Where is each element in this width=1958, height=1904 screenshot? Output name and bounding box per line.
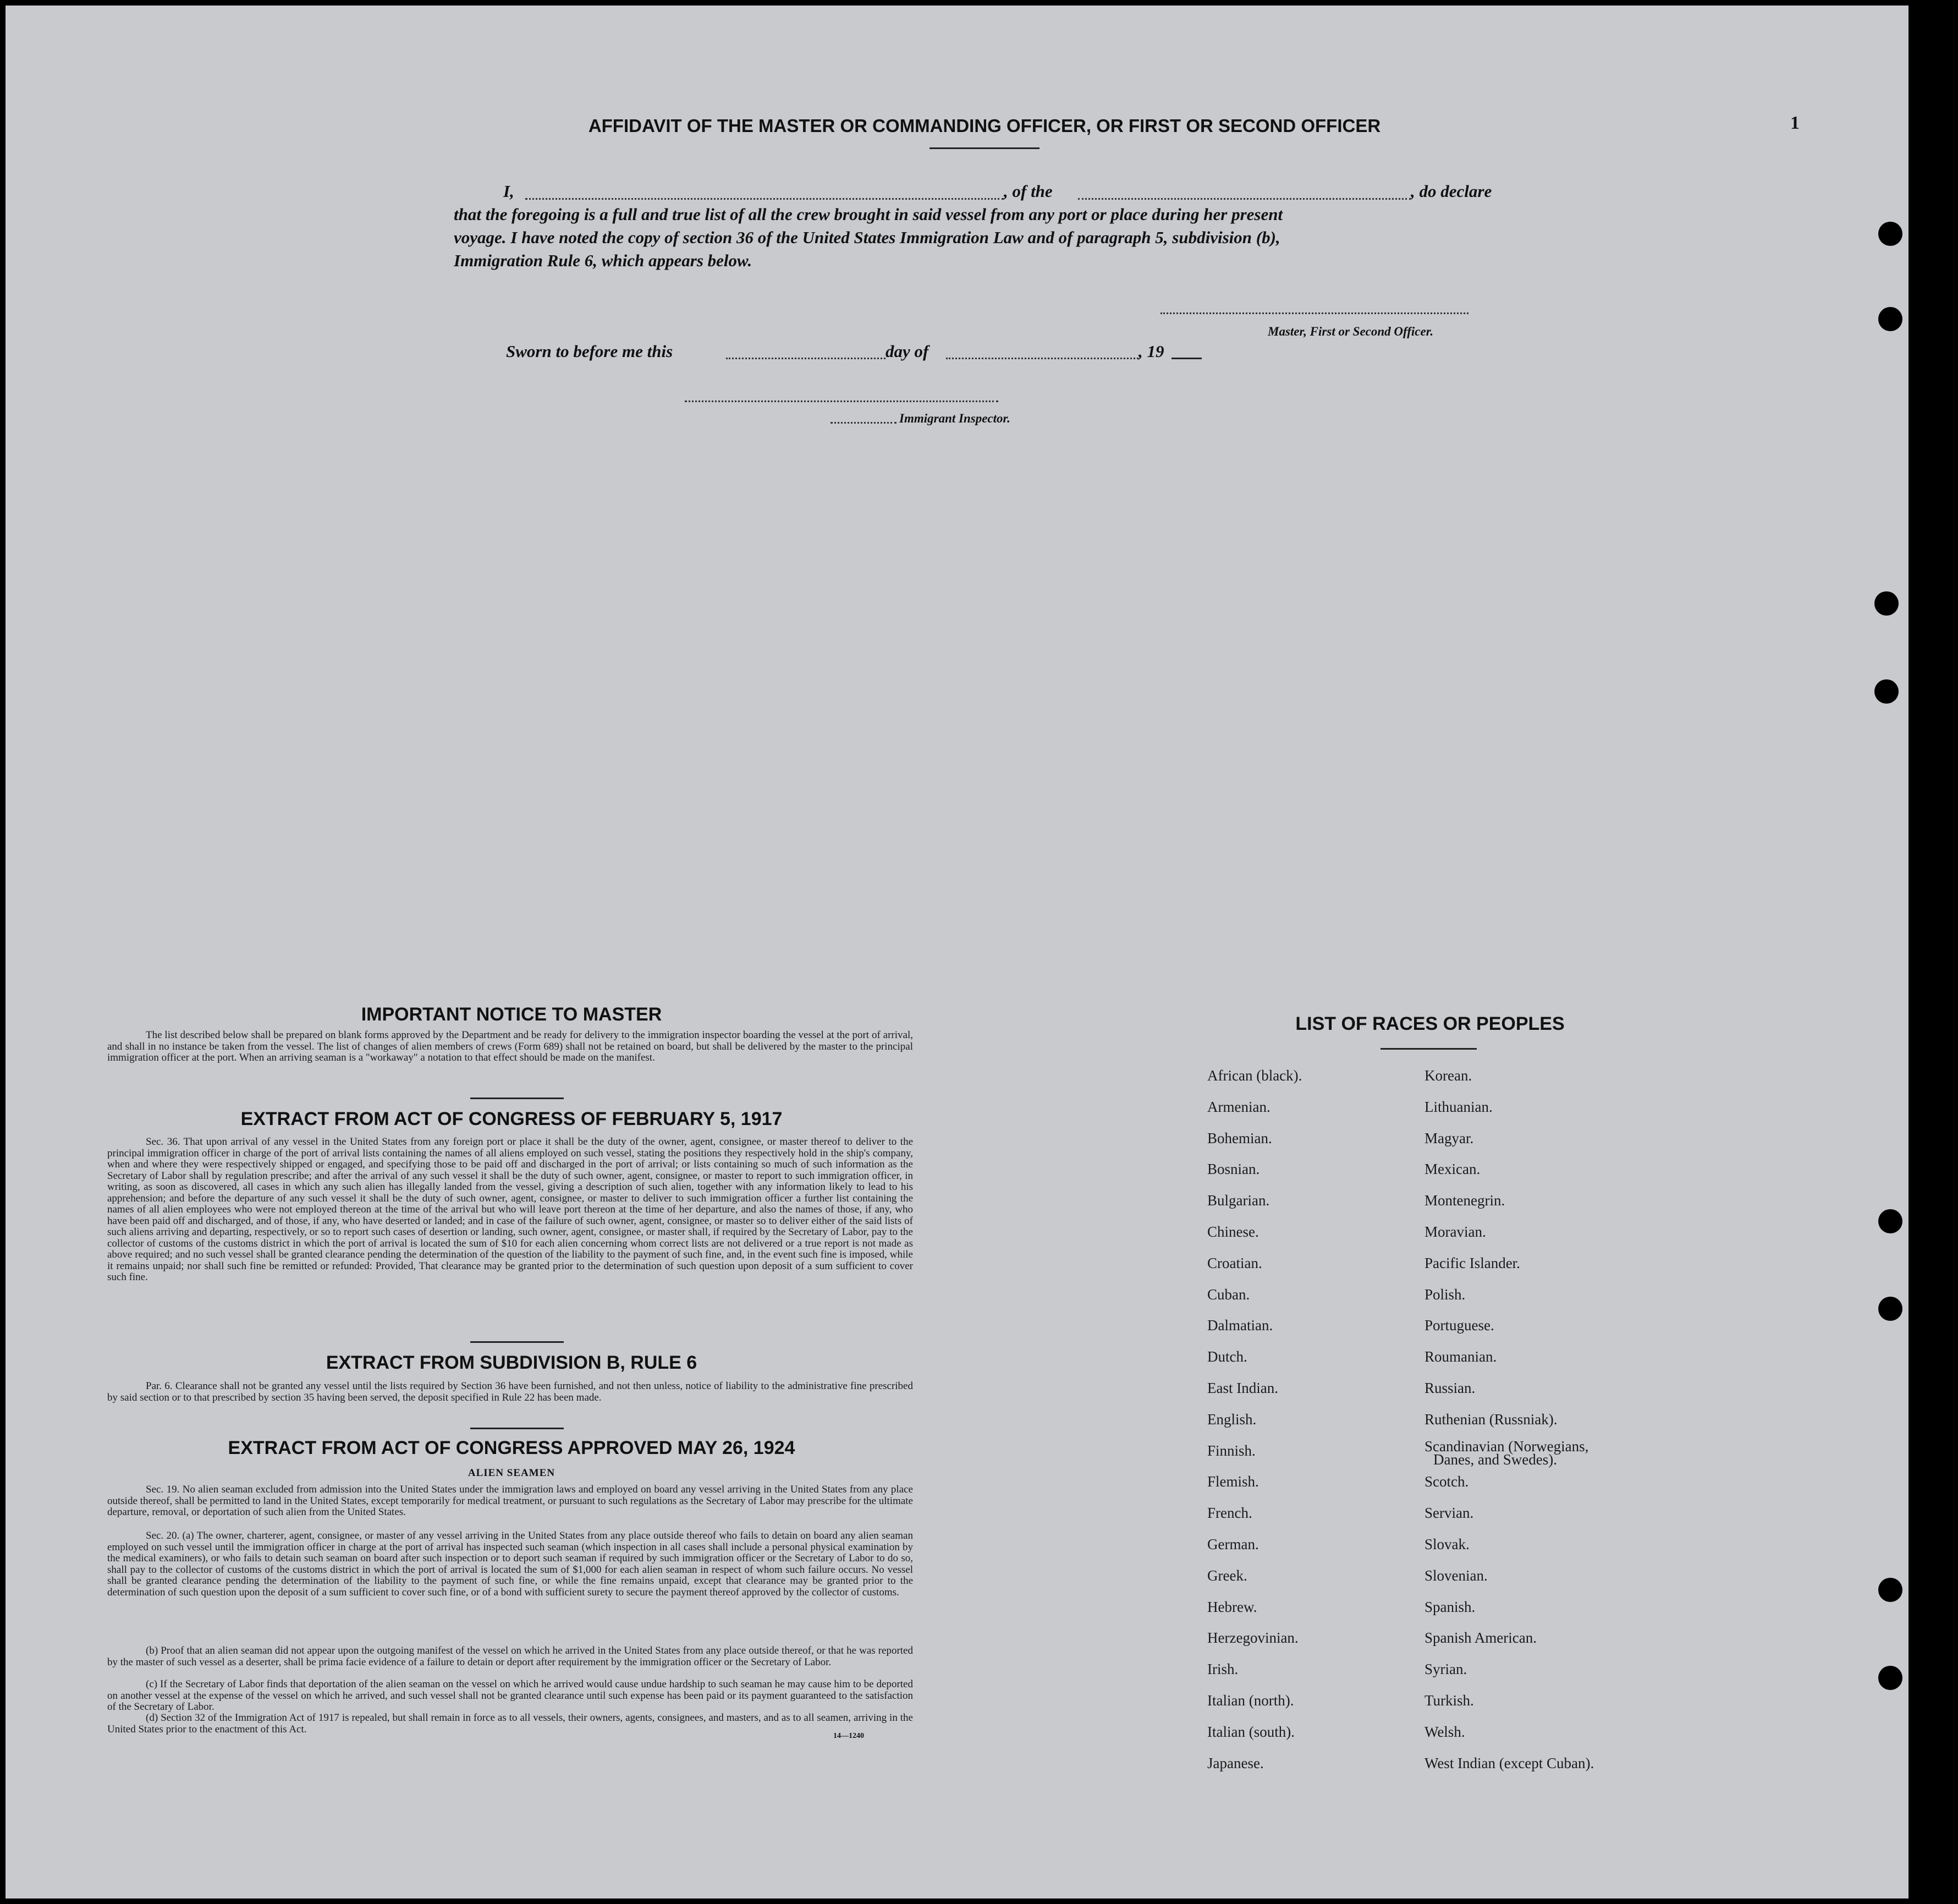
title-divider [930,147,1040,149]
of-the-label: , of the [1004,182,1053,201]
race-item: Magyar. [1425,1129,1474,1146]
race-item: Pacific Islander. [1425,1254,1520,1271]
punch-hole [1878,307,1902,331]
form-number: 14—1240 [833,1732,864,1740]
race-item: Roumanian. [1425,1348,1497,1365]
race-item: Croatian. [1207,1254,1262,1271]
punch-hole [1874,591,1899,616]
affidavit-title: AFFIDAVIT OF THE MASTER OR COMMANDING OFFICER, OR FIRST OR SECOND OFFICER [588,116,1381,136]
races-divider [1380,1048,1477,1050]
race-item: African (black). [1207,1067,1302,1084]
alien-seamen-subtitle: ALIEN SEAMEN [468,1467,556,1479]
race-item: Dutch. [1207,1348,1247,1365]
section-20b-text: (b) Proof that an alien seaman did not appear upon the outgoing manifest of the vessel on which he arrived in the United States from any place outside thereof, or that he was reported by the master of such vessel as a deserter, shall be prima facie evidence of a failure to detain or deport after requirement by the immigration officer or the Secretary of Labor. [107,1645,913,1668]
i-label: I, [503,182,514,201]
vessel-blank[interactable] [1078,198,1411,200]
race-item: Greek. [1207,1567,1247,1584]
race-item: Cuban. [1207,1286,1250,1303]
punch-hole [1878,1578,1902,1602]
race-item: Lithuanian. [1425,1098,1493,1115]
race-item: Syrian. [1425,1661,1467,1678]
section-divider [470,1428,564,1429]
race-item: Turkish. [1425,1692,1474,1709]
master-signature-line[interactable] [1160,312,1469,314]
race-item: Mexican. [1425,1161,1481,1178]
race-item: Ruthenian (Russniak). [1425,1411,1558,1428]
year-blank[interactable] [1172,358,1202,359]
race-item: Slovenian. [1425,1567,1488,1584]
race-item: Slovak. [1425,1536,1470,1552]
punch-hole [1878,1209,1902,1233]
day-of-label: day of [886,342,929,361]
race-item: Moravian. [1425,1223,1486,1240]
race-item: East Indian. [1207,1380,1278,1396]
race-item: Dalmatian. [1207,1317,1273,1334]
punch-hole [1878,222,1902,246]
punch-hole [1874,679,1899,704]
race-item: Italian (north). [1207,1692,1294,1709]
race-item: Montenegrin. [1425,1192,1505,1209]
races-title: LIST OF RACES OR PEOPLES [1295,1013,1565,1034]
name-blank[interactable] [525,198,1004,200]
inspector-signature-line[interactable] [685,400,998,402]
section-divider [470,1341,564,1343]
race-item: Scandinavian (Norwegians, [1425,1437,1589,1455]
race-item: Scotch. [1425,1473,1469,1490]
race-item: Bulgarian. [1207,1192,1270,1209]
race-item: Hebrew. [1207,1598,1257,1615]
race-item: Chinese. [1207,1223,1259,1240]
notice-body: The list described below shall be prepared on blank forms approved by the Department and be ready for delivery to the immigration inspector boarding the vessel at the port of arrival, and shall in no instance be taken from the vessel. The list of changes of alien members of crews (Form 689) shall not be retained on board, but shall be delivered by the master to the principal immigration officer at the port. When an arriving seaman is a "workaway" a notation to that effect should be made on the manifest. [107,1029,913,1063]
punch-hole [1878,1666,1902,1690]
year-prefix-label: , 19 [1138,342,1164,361]
race-item: Flemish. [1207,1473,1259,1490]
notice-title: IMPORTANT NOTICE TO MASTER [361,1004,662,1025]
section-20a-text: Sec. 20. (a) The owner, charterer, agent, consignee, or master of any vessel arriving in the United States from any place outside thereof who fails to detain on board any alien seaman employed on such vessel until the immigration officer in charge at the port of arrival has inspected such seaman (which inspection in all cases shall include a personal physical examination by the medical examiners), or who fails to detain such seaman on board after such inspection or to deport such seaman if required by such immigration officer or the Secretary of Labor to do so, shall pay to the collector of customs of the customs district in which the port of arrival is located the sum of $1,000 for each alien seaman in respect of whom such failure occurs. No vessel shall be granted clearance pending the determination of the liability to the payment of such fine, or while the fine remains unpaid, except that clearance may be granted prior to the determination of such question upon the deposit of a sum sufficient to cover such fine, or of a bond with sufficient surety to secure the payment thereof approved by the collector of customs. [107,1530,913,1598]
race-item: Welsh. [1425,1723,1465,1740]
race-item: Servian. [1425,1505,1474,1522]
master-caption: Master, First or Second Officer. [1268,325,1434,338]
sworn-day-blank[interactable] [726,358,886,359]
race-item: Armenian. [1207,1098,1270,1115]
subdivision-b-body: Par. 6. Clearance shall not be granted any vessel until the lists required by Section 36 have been furnished, and not then unless, notice of liability to the administrative fine prescribed by said section or to that prescribed by section 35 having been served, the deposit specified in Rule 22 has been made. [107,1380,913,1403]
affidavit-body-line-2: voyage. I have noted the copy of section 36 of the United States Immigration Law and of paragraph 5, subdivision (b), [454,228,1280,247]
margin-mark: 1 [1790,113,1800,133]
race-item: Herzegovinian. [1207,1629,1299,1647]
race-item: Japanese. [1207,1754,1264,1771]
race-item: Italian (south). [1207,1723,1295,1740]
race-scandinavian-continuation: Danes, and Swedes). [1433,1451,1557,1468]
inspector-caption: Immigrant Inspector. [899,411,1010,425]
race-item: Irish. [1207,1661,1239,1678]
race-item: Polish. [1425,1286,1466,1303]
extract-1924-title: EXTRACT FROM ACT OF CONGRESS APPROVED MAY 26, 1924 [228,1437,795,1458]
race-item: Bohemian. [1207,1129,1272,1146]
section-20c-text: (c) If the Secretary of Labor finds that deportation of the alien seaman on the vessel on which he arrived would cause undue hardship to such seaman he may cause him to be deported on another vessel at the expense of the vessel on which he arrived, and such vessel shall not be granted clearance until such expense has been paid or its payment guaranteed to the satisfaction of the Secretary of Labor. [107,1678,913,1713]
extract-1917-body: Sec. 36. That upon arrival of any vessel in the United States from any foreign port or place it shall be the duty of the owner, agent, consignee, or master thereof to deliver to the principal immigration officer in charge of the port of arrival lists containing the names of all aliens employed on such vessel, stating the positions they respectively hold in the ship's company, when and where they were respectively shipped or engaged, and specifying those to be paid off and discharged in the port of arrival; or lists containing so much of such information as the Secretary of Labor shall by regulation prescribe; and after the arrival of any such vessel it shall be the duty of such owner, agent, consignee, or master to report to such immigration officer, in writing, as soon as discovered, all cases in which any such alien has illegally landed from the vessel, giving a description of such alien, together with any information likely to lead to his apprehension; and before the departure of any such vessel it shall be the duty of such owner, agent, consignee, or master to deliver to such immigration officer a further list containing the names of all alien employees who were not employed thereon at the time of the arrival but who will leave port thereon at the time of her departure, and also the names of those, if any, who have been paid off and discharged, and of those, if any, who have deserted or landed; and in case of the failure of such owner, agent, consignee, or master so to deliver either of the said lists of such aliens arriving and departing, respectively, or so to report such cases of desertion or landing, such owner, agent, consignee, or master shall, if required by the Secretary of Labor, pay to the collector of customs of the customs district in which the port of arrival is located the sum of $10 for each alien concerning whom correct lists are not delivered or a true report is not made as above required; and no such vessel shall be granted clearance pending the determination of the question of the liability to the payment of such fine, and, in the event such fine is imposed, while it remains unpaid; nor shall such fine be remitted or refunded: Provided, That clearance may be granted prior to the determination of such question upon deposit of a sum sufficient to cover such fine. [107,1136,913,1283]
race-item: German. [1207,1536,1259,1552]
affidavit-body-line-3: Immigration Rule 6, which appears below. [454,251,752,270]
document-page [6,6,1909,1898]
sworn-month-blank[interactable] [946,358,1138,359]
affidavit-body-line-1: that the foregoing is a full and true list of all the crew brought in said vessel from any port or place during her present [454,205,1283,224]
do-declare-label: , do declare [1411,182,1492,201]
race-item: English. [1207,1411,1257,1428]
sworn-label: Sworn to before me this [506,342,673,361]
subdivision-b-title: EXTRACT FROM SUBDIVISION B, RULE 6 [326,1352,697,1373]
punch-hole [1878,1297,1902,1321]
section-divider [470,1098,564,1099]
race-item: Spanish American. [1425,1629,1537,1647]
race-item: Russian. [1425,1380,1476,1396]
race-item: Portuguese. [1425,1317,1494,1334]
race-item: Spanish. [1425,1598,1476,1615]
race-item: Bosnian. [1207,1161,1260,1178]
race-item: West Indian (except Cuban). [1425,1754,1594,1771]
section-19-text: Sec. 19. No alien seaman excluded from admission into the United States under the immigration laws and employed on board any vessel arriving in the United States from any place outside thereof, shall be permitted to land in the United States, except temporarily for medical treatment, or pursuant to such regulations as the Secretary of Labor may prescribe for the ultimate departure, removal, or deportation of such alien from the United States. [107,1484,913,1518]
race-item: Finnish. [1207,1442,1256,1459]
race-item: Korean. [1425,1067,1472,1084]
section-20d-text: (d) Section 32 of the Immigration Act of 1917 is repealed, but shall remain in force as to all vessels, their owners, agents, consignees, and masters, and as to all seamen, arriving in the United States prior to the enactment of this Act. [107,1712,913,1735]
race-item: French. [1207,1505,1252,1522]
inspector-short-line [831,422,897,424]
extract-1917-title: EXTRACT FROM ACT OF CONGRESS OF FEBRUARY 5, 1917 [240,1109,783,1129]
